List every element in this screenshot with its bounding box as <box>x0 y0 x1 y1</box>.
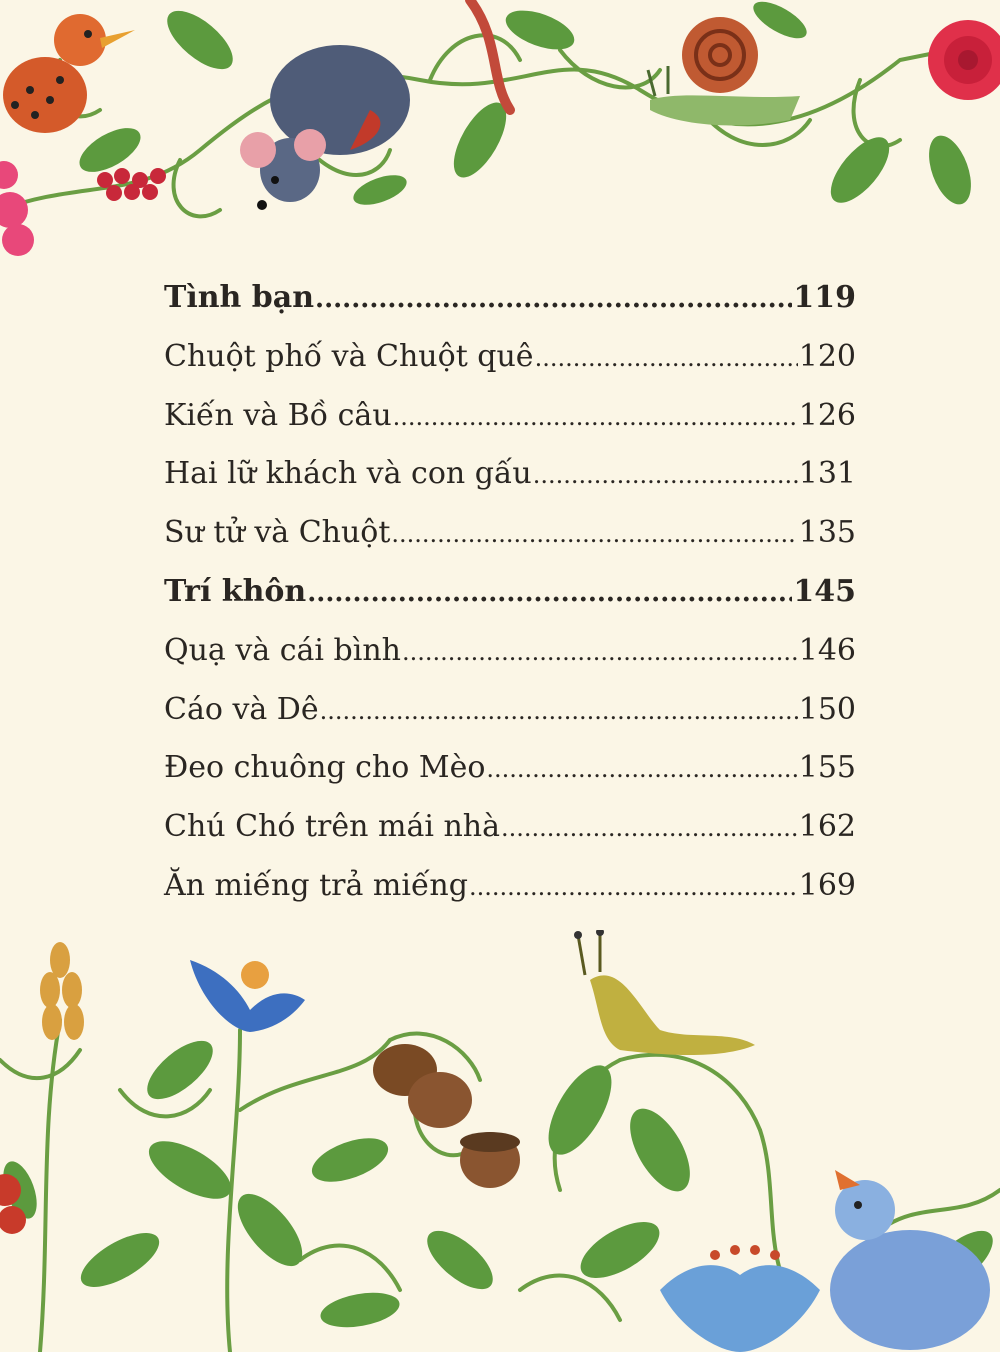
toc-entry-title: Tình bạn <box>164 280 315 315</box>
toc-entry <box>164 398 856 457</box>
toc-entry-page-number: 155 <box>798 750 856 786</box>
toc-entry-page-number: 146 <box>798 632 856 668</box>
toc-entry-title: Sư tử và Chuột <box>164 515 391 551</box>
toc-entry <box>164 339 856 398</box>
toc-entry <box>164 750 856 809</box>
toc-entry-page-number: 135 <box>798 515 856 551</box>
toc-leader-dots <box>393 398 798 433</box>
toc-leader-dots <box>320 692 798 727</box>
toc-entry-title: Cáo và Dê <box>164 691 319 727</box>
toc-leader-dots <box>533 456 798 491</box>
toc-entry <box>164 515 856 574</box>
toc-entry <box>164 633 856 692</box>
toc-leader-dots <box>315 280 792 315</box>
toc-entry-page-number: 145 <box>793 573 856 609</box>
toc-entry-page-number: 150 <box>798 691 856 727</box>
toc-entry-page-number: 162 <box>798 809 856 845</box>
toc-leader-dots <box>535 339 798 374</box>
toc-entry <box>164 809 856 868</box>
toc-entry <box>164 868 856 927</box>
toc-entry-page-number: 131 <box>798 456 856 492</box>
toc-entry-page-number: 126 <box>798 397 856 433</box>
bottom-illustration <box>0 930 1000 1352</box>
toc-entry-title: Kiến và Bồ câu <box>164 397 392 433</box>
toc-leader-dots <box>307 574 792 609</box>
toc-entry-title: Chú Chó trên mái nhà <box>164 809 501 845</box>
toc-leader-dots <box>402 633 798 668</box>
toc-entry-title: Đeo chuông cho Mèo <box>164 750 486 786</box>
top-illustration <box>0 0 1000 280</box>
toc-entry-title: Chuột phố và Chuột quê <box>164 338 534 374</box>
toc-entry-title: Quạ và cái bình <box>164 632 401 668</box>
table-of-contents <box>164 280 856 927</box>
toc-leader-dots <box>501 809 798 844</box>
toc-entry-title: Trí khôn <box>164 573 307 609</box>
toc-leader-dots <box>469 868 798 903</box>
toc-leader-dots <box>486 750 797 785</box>
toc-leader-dots <box>391 515 797 550</box>
toc-entry-title: Hai lữ khách và con gấu <box>164 456 532 492</box>
toc-entry-page-number: 169 <box>798 867 856 903</box>
toc-entry <box>164 456 856 515</box>
toc-entry <box>164 692 856 751</box>
toc-entry-page-number: 119 <box>793 280 856 315</box>
toc-section-entry <box>164 574 856 633</box>
toc-section-entry <box>164 280 856 339</box>
toc-entry-title: Ăn miếng trả miếng <box>164 867 468 903</box>
toc-entry-page-number: 120 <box>798 338 856 374</box>
